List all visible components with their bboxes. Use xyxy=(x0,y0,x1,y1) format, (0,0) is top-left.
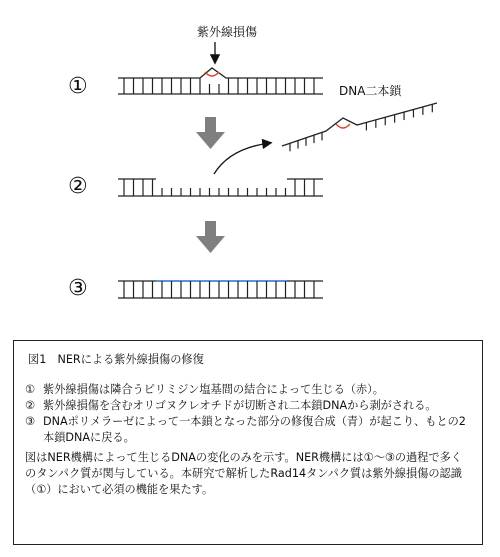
step-number-3: ③ xyxy=(68,276,88,301)
figure-caption-box xyxy=(13,340,483,545)
caption-item-text: 紫外線損傷は隣合うピリミジン塩基間の結合によって生じる（赤）。 xyxy=(43,383,384,396)
damage-label: 紫外線損傷 xyxy=(197,25,258,39)
step3-repaired-duplex xyxy=(118,281,323,298)
gray-arrow-down-2 xyxy=(196,221,225,253)
caption-item-text: DNAポリメラーゼによって一本鎖となった部分の修復合成（青）が起こり、もとの2本鎖DNAに戻る。 xyxy=(43,415,466,444)
caption-item-2 xyxy=(25,398,470,414)
step1-top-strand xyxy=(118,68,323,78)
caption-item-text: 紫外線損傷を含むオリゴヌクレオチドが切断され二本鎖DNAから剥がされる。 xyxy=(43,399,437,412)
caption-item-3 xyxy=(25,414,470,446)
excised-damage-crosslink xyxy=(336,124,350,128)
step2-gapped-duplex xyxy=(118,179,323,196)
excised-strand xyxy=(282,103,437,146)
caption-item-number: ① xyxy=(25,383,36,396)
gray-arrow-down-1 xyxy=(196,117,225,149)
step2-base-pairs xyxy=(124,179,314,196)
step-number-1: ① xyxy=(68,74,88,99)
excision-curved-arrow xyxy=(214,143,270,174)
caption-item-number: ③ xyxy=(25,415,36,428)
excised-oligonucleotide xyxy=(282,103,437,151)
dsdna-label: DNA二本鎖 xyxy=(339,84,402,98)
caption-item-1 xyxy=(25,382,470,398)
caption-item-number: ② xyxy=(25,399,36,412)
step3-base-pairs xyxy=(124,281,314,298)
excised-base-ticks xyxy=(290,104,432,151)
step1-dna-duplex xyxy=(118,68,323,94)
step-number-2: ② xyxy=(68,174,88,199)
step1-base-pairs xyxy=(124,78,314,94)
caption-title: 図1 NERによる紫外線損傷の修復 xyxy=(28,353,204,366)
caption-note: 図はNER機構によって生じるDNAの変化のみを示す。NER機構には①〜③の過程で多くのタンパク質が関与している。本研究で解析したRad14タンパク質は紫外線損傷の認識（①）において必須の機能を果たす。 xyxy=(25,451,463,496)
